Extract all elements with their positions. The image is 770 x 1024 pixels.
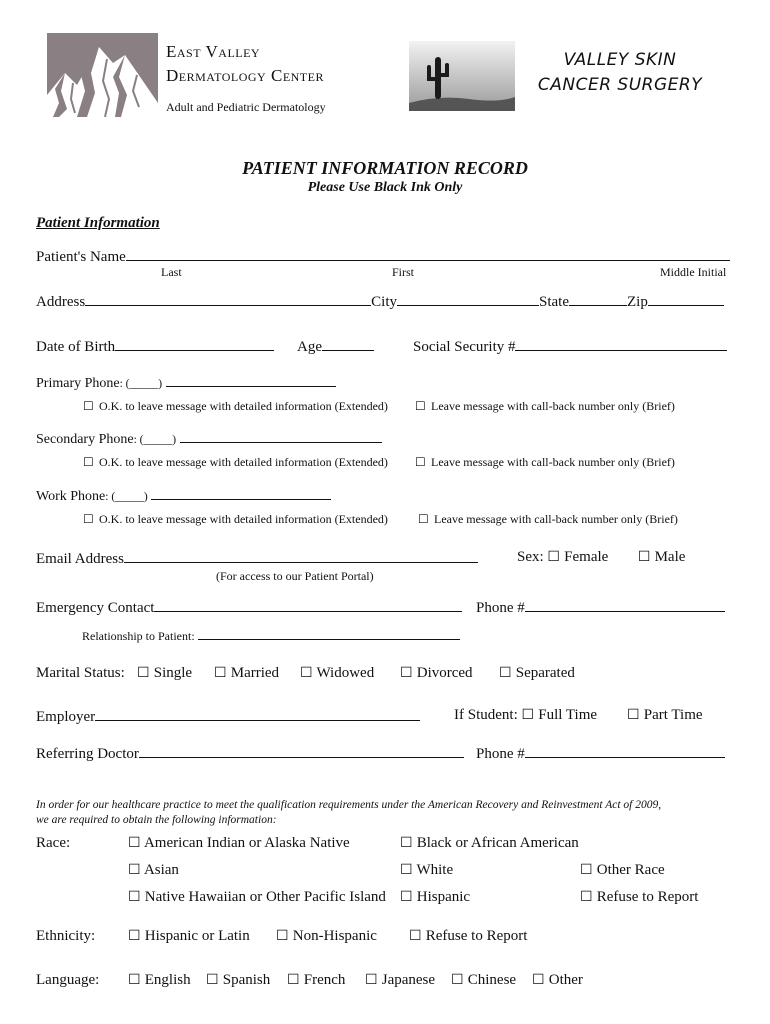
ethnicity-option-label: Refuse to Report [425,928,528,944]
primary-callback-brief: Leave message with call-back number only (Brief) [431,399,675,413]
marital-option-label: Widowed [316,665,375,681]
language-option-label: French [303,972,346,988]
marital-single[interactable] [137,665,192,682]
address-row [36,292,724,311]
mountain-logo-icon [47,33,158,117]
city-field[interactable] [397,292,539,306]
race-refuse[interactable] [580,889,698,906]
primary-phone-options-2 [415,399,675,414]
sex-female: Female [564,549,609,565]
emergency-label: Emergency Contact [36,600,155,616]
sex-row [517,549,685,566]
checkbox-icon[interactable]: ☐ [547,549,560,565]
marital-option-label: Single [153,665,193,681]
checkbox-icon[interactable]: ☐ [287,972,300,988]
age-row [297,337,374,356]
marital-option-label: Separated [515,665,575,681]
checkbox-icon[interactable]: ☐ [415,399,426,413]
marital-divorced[interactable] [400,665,473,682]
section-title-patient-information: Patient Information [36,215,160,231]
student-part-row [627,707,703,724]
primary-phone-row [36,373,336,392]
employer-row [36,707,420,726]
language-option-label: English [144,972,191,988]
checkbox-icon[interactable]: ☐ [83,512,94,526]
checkbox-icon[interactable]: ☐ [532,972,545,988]
partner-name [520,48,720,98]
emergency-field[interactable] [154,598,462,612]
student-part-time: Part Time [643,707,703,723]
race-label: Race: [36,835,71,851]
checkbox-icon[interactable]: ☐ [451,972,464,988]
student-full-time: Full Time [538,707,598,723]
marital-label-text: Marital Status: [36,665,125,681]
arra-notice-line1: In order for our healthcare practice to meet the qualification requirements under the American Recovery and Reinvestment Act of 2009, [36,799,662,811]
checkbox-icon[interactable]: ☐ [400,889,413,905]
marital-option-label: Married [230,665,280,681]
race-option-label: Asian [143,862,179,878]
referring-field[interactable] [139,744,464,758]
sex-male: Male [654,549,686,565]
checkbox-icon[interactable]: ☐ [400,665,413,681]
checkbox-icon[interactable]: ☐ [400,835,413,851]
address-label: Address [36,294,86,310]
ssn-row [413,337,727,356]
employer-field[interactable] [95,707,420,721]
emergency-row [36,598,462,617]
partner-name-line1: VALLEY SKIN [563,50,677,70]
ethnicity-hispanic[interactable] [128,928,250,945]
clinic-name [166,40,324,88]
ssn-label: Social Security # [413,339,516,355]
emergency-phone-row [476,598,725,617]
language-spanish[interactable] [206,972,270,989]
checkbox-icon[interactable]: ☐ [214,665,227,681]
language-french[interactable] [287,972,345,989]
work-phone-options [83,512,388,527]
secondary-phone-options-2 [415,455,675,470]
marital-option-label: Divorced [416,665,473,681]
primary-phone-field[interactable] [166,373,336,387]
referring-phone-row [476,744,725,763]
city-label: City [371,294,398,310]
checkbox-icon[interactable]: ☐ [499,665,512,681]
referring-row [36,744,464,763]
checkbox-icon[interactable]: ☐ [300,665,313,681]
race-option-label: Refuse to Report [596,889,699,905]
ethnicity-non-hispanic[interactable] [276,928,377,945]
work-phone-label: Work Phone [36,489,106,504]
checkbox-icon[interactable]: ☐ [415,455,426,469]
race-other[interactable] [580,862,665,879]
emergency-phone-label: Phone # [476,600,525,616]
language-option-label: Chinese [467,972,517,988]
secondary-callback-brief: Leave message with call-back number only (Brief) [431,455,675,469]
address-field[interactable] [85,292,371,306]
secondary-phone-label: Secondary Phone [36,432,134,447]
partner-name-line2: CANCER SURGERY [537,75,703,95]
checkbox-icon[interactable]: ☐ [128,928,141,944]
dob-field[interactable] [115,337,274,351]
name-sub-middle: Middle Initial [660,265,727,279]
language-japanese[interactable] [365,972,435,989]
age-label: Age [297,339,322,355]
race-black[interactable] [400,835,579,852]
race-option-label: Black or African American [416,835,579,851]
sex-label: Sex: [517,549,544,565]
ethnicity-label: Ethnicity: [36,928,96,944]
cactus-logo-icon [409,41,515,111]
race-asian[interactable] [128,862,179,879]
arra-notice-line2: we are required to obtain the following information: [36,814,277,826]
checkbox-icon[interactable]: ☐ [128,862,141,878]
email-row [36,549,478,568]
patient-name-label: Patient's Name [36,249,126,265]
ssn-field[interactable] [515,337,727,351]
race-american-indian[interactable] [128,835,350,852]
race-option-label: Other Race [596,862,665,878]
language-option-label: Spanish [222,972,271,988]
checkbox-icon[interactable]: ☐ [128,972,141,988]
language-other[interactable] [532,972,583,989]
relationship-label: Relationship to Patient: [82,629,195,643]
work-callback-brief: Leave message with call-back number only (Brief) [434,512,678,526]
secondary-phone-field[interactable] [180,429,382,443]
checkbox-icon[interactable]: ☐ [83,455,94,469]
zip-label: Zip [627,294,648,310]
checkbox-icon[interactable]: ☐ [137,665,150,681]
language-chinese[interactable] [451,972,516,989]
marital-widowed[interactable] [300,665,374,682]
primary-phone-options [83,399,388,414]
marital-married[interactable] [214,665,279,682]
work-phone-area[interactable]: : (_____) [105,491,148,503]
work-phone-row [36,486,331,505]
checkbox-icon[interactable]: ☐ [418,512,429,526]
checkbox-icon[interactable]: ☐ [365,972,378,988]
checkbox-icon[interactable]: ☐ [128,889,141,905]
secondary-ok-extended: O.K. to leave message with detailed information (Extended) [99,455,388,469]
state-field[interactable] [569,292,627,306]
language-label: Language: [36,972,100,988]
checkbox-icon[interactable]: ☐ [128,835,141,851]
race-white[interactable] [400,862,453,879]
checkbox-icon[interactable]: ☐ [521,707,535,723]
race-option-label: Native Hawaiian or Other Pacific Island [144,889,386,905]
race-option-label: American Indian or Alaska Native [143,835,350,851]
race-hispanic[interactable] [400,889,470,906]
arra-notice [36,798,661,828]
language-english[interactable] [128,972,191,989]
secondary-phone-row [36,429,382,448]
patient-name-row [36,247,730,266]
name-sub-last: Last [161,265,182,279]
race-option-label: White [416,862,454,878]
work-phone-options-2 [418,512,678,527]
checkbox-icon[interactable]: ☐ [83,399,94,413]
checkbox-icon[interactable]: ☐ [276,928,289,944]
state-label: State [539,294,570,310]
ethnicity-option-label: Hispanic or Latin [144,928,250,944]
relationship-row [82,628,460,644]
clinic-name-line1: East Valley [166,42,261,61]
primary-phone-area[interactable]: : (_____) [119,378,163,390]
language-option-label: Japanese [381,972,436,988]
referring-label: Referring Doctor [36,746,139,762]
employer-label: Employer [36,709,96,725]
checkbox-icon[interactable]: ☐ [627,707,640,723]
patient-name-field[interactable] [126,247,730,261]
checkbox-icon[interactable]: ☐ [580,862,593,878]
work-phone-field[interactable] [151,486,331,500]
marital-separated[interactable] [499,665,575,682]
email-field[interactable] [124,549,478,563]
clinic-subtitle: Adult and Pediatric Dermatology [166,100,326,114]
secondary-phone-options [83,455,388,470]
referring-phone-field[interactable] [525,744,725,758]
dob-label: Date of Birth [36,339,116,355]
age-field[interactable] [322,337,374,351]
student-label: If Student: [454,707,518,723]
ethnicity-option-label: Non-Hispanic [292,928,377,944]
work-ok-extended: O.K. to leave message with detailed information (Extended) [99,512,388,526]
name-sub-first: First [392,265,415,279]
checkbox-icon[interactable]: ☐ [580,889,593,905]
secondary-phone-area[interactable]: : (_____) [133,434,177,446]
checkbox-icon[interactable]: ☐ [637,549,651,565]
language-option-label: Other [548,972,583,988]
primary-phone-label: Primary Phone [36,376,120,391]
relationship-field[interactable] [198,628,460,640]
form-instruction: Please Use Black Ink Only [307,180,463,195]
email-note: (For access to our Patient Portal) [216,569,374,583]
primary-ok-extended: O.K. to leave message with detailed information (Extended) [99,399,388,413]
checkbox-icon[interactable]: ☐ [206,972,219,988]
referring-phone-label: Phone # [476,746,525,762]
student-row [454,707,597,724]
race-native-hawaiian[interactable] [128,889,386,906]
checkbox-icon[interactable]: ☐ [409,928,422,944]
checkbox-icon[interactable]: ☐ [400,862,413,878]
race-option-label: Hispanic [416,889,471,905]
form-title: PATIENT INFORMATION RECORD [242,158,528,178]
emergency-phone-field[interactable] [525,598,725,612]
email-label: Email Address [36,551,124,567]
ethnicity-refuse[interactable] [409,928,527,945]
dob-row [36,337,274,356]
zip-field[interactable] [648,292,724,306]
clinic-name-line2: Dermatology Center [166,66,324,85]
